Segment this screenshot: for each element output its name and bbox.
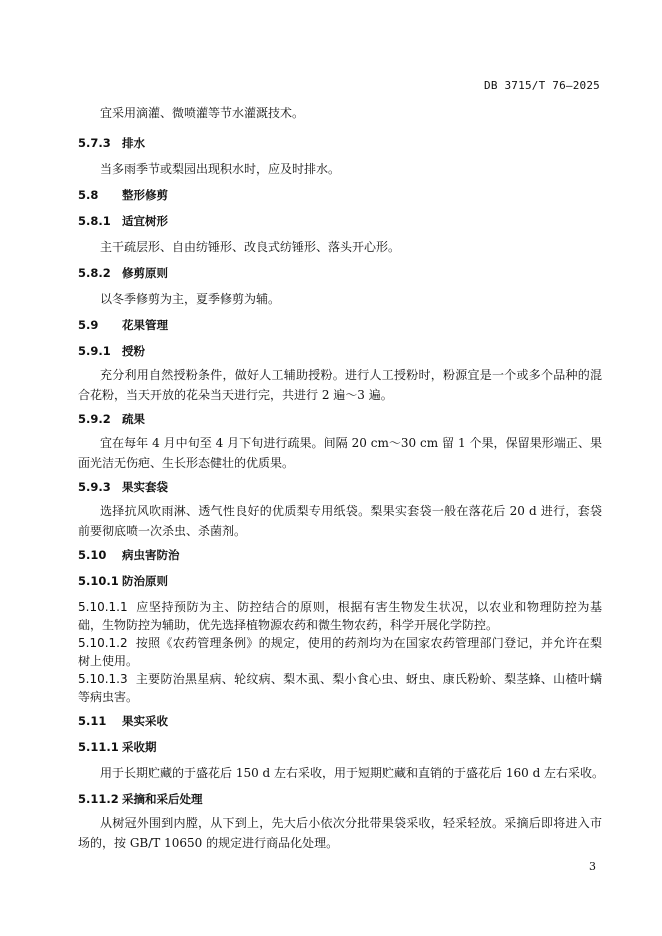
section-heading <box>78 264 168 282</box>
section-number: 5.11.1 <box>78 740 119 754</box>
clause <box>78 598 602 634</box>
section-heading <box>78 790 203 808</box>
section-number: 5.11.2 <box>78 792 119 806</box>
section-title: 采摘和采后处理 <box>122 792 203 806</box>
clause-number: 5.10.1.3 <box>78 672 128 686</box>
page-number: 3 <box>589 860 596 873</box>
clause-number: 5.10.1.2 <box>78 636 128 650</box>
section-number: 5.8 <box>78 188 99 202</box>
section-title: 病虫害防治 <box>122 548 180 562</box>
section-heading <box>78 712 168 730</box>
section-heading <box>78 546 180 564</box>
section-heading <box>78 212 168 230</box>
section-title: 果实套袋 <box>122 480 168 494</box>
section-title: 防治原则 <box>122 574 168 588</box>
section-number: 5.10.1 <box>78 574 119 588</box>
section-number: 5.7.3 <box>78 136 111 150</box>
section-title: 修剪原则 <box>122 266 168 280</box>
paragraph: 充分利用自然授粉条件，做好人工辅助授粉。进行人工授粉时，粉源宜是一个或多个品种的混合花粉，当天开放的花朵当天进行完，共进行 2 遍～3 遍。 <box>78 368 602 402</box>
section-title: 花果管理 <box>122 318 168 332</box>
section-heading <box>78 410 145 428</box>
clause <box>78 670 602 706</box>
section-title: 整形修剪 <box>122 188 168 202</box>
clause-text: 应坚持预防为主、防控结合的原则，根据有害生物发生状况，以农业和物理防控为基础，生物防控为辅助，优先选择植物源农药和微生物农药，科学开展化学防控。 <box>78 600 602 632</box>
section-number: 5.8.1 <box>78 214 111 228</box>
section-heading <box>78 186 168 204</box>
paragraph: 主干疏层形、自由纺锤形、改良式纺锤形、落头开心形。 <box>100 240 401 254</box>
paragraph: 以冬季修剪为主，夏季修剪为辅。 <box>100 292 281 306</box>
section-heading <box>78 738 157 756</box>
section-title: 采收期 <box>122 740 157 754</box>
section-heading <box>78 572 168 590</box>
section-number: 5.8.2 <box>78 266 111 280</box>
section-title: 授粉 <box>122 344 145 358</box>
section-heading <box>78 134 145 152</box>
paragraph: 宜采用滴灌、微喷灌等节水灌溉技术。 <box>100 106 305 120</box>
section-number: 5.9.3 <box>78 480 111 494</box>
clause-number: 5.10.1.1 <box>78 600 128 614</box>
section-heading <box>78 342 145 360</box>
section-number: 5.11 <box>78 714 107 728</box>
section-number: 5.9.2 <box>78 412 111 426</box>
section-number: 5.9.1 <box>78 344 111 358</box>
paragraph: 宜在每年 4 月中旬至 4 月下旬进行疏果。间隔 20 cm～30 cm 留 1 个果，保留果形端正、果面光洁无伤疤、生长形态健壮的优质果。 <box>78 436 602 470</box>
section-title: 适宜树形 <box>122 214 168 228</box>
paragraph: 从树冠外围到内膛，从下到上，先大后小依次分批带果袋采收，轻采轻放。采摘后即将进入市场的，按 GB/T 10650 的规定进行商品化处理。 <box>78 816 602 850</box>
document-id: DB 3715/T 76—2025 <box>484 79 600 92</box>
section-title: 排水 <box>122 136 145 150</box>
section-number: 5.10 <box>78 548 107 562</box>
section-number: 5.9 <box>78 318 99 332</box>
paragraph: 用于长期贮藏的于盛花后 150 d 左右采收，用于短期贮藏和直销的于盛花后 160 d 左右采收。 <box>100 766 605 780</box>
paragraph: 选择抗风吹雨淋、透气性良好的优质梨专用纸袋。梨果实套袋一般在落花后 20 d 进行，套袋前要彻底喷一次杀虫、杀菌剂。 <box>78 504 602 538</box>
section-title: 果实采收 <box>122 714 168 728</box>
clause-text: 按照《农药管理条例》的规定，使用的药剂均为在国家农药管理部门登记，并允许在梨树上使用。 <box>78 636 602 668</box>
section-heading <box>78 316 168 334</box>
clause-text: 主要防治黑星病、轮纹病、梨木虱、梨小食心虫、蚜虫、康氏粉蚧、梨茎蜂、山楂叶螨等病虫害。 <box>78 672 602 704</box>
section-title: 疏果 <box>122 412 145 426</box>
section-heading <box>78 478 168 496</box>
paragraph: 当多雨季节或梨园出现积水时，应及时排水。 <box>100 162 341 176</box>
clause <box>78 634 602 670</box>
